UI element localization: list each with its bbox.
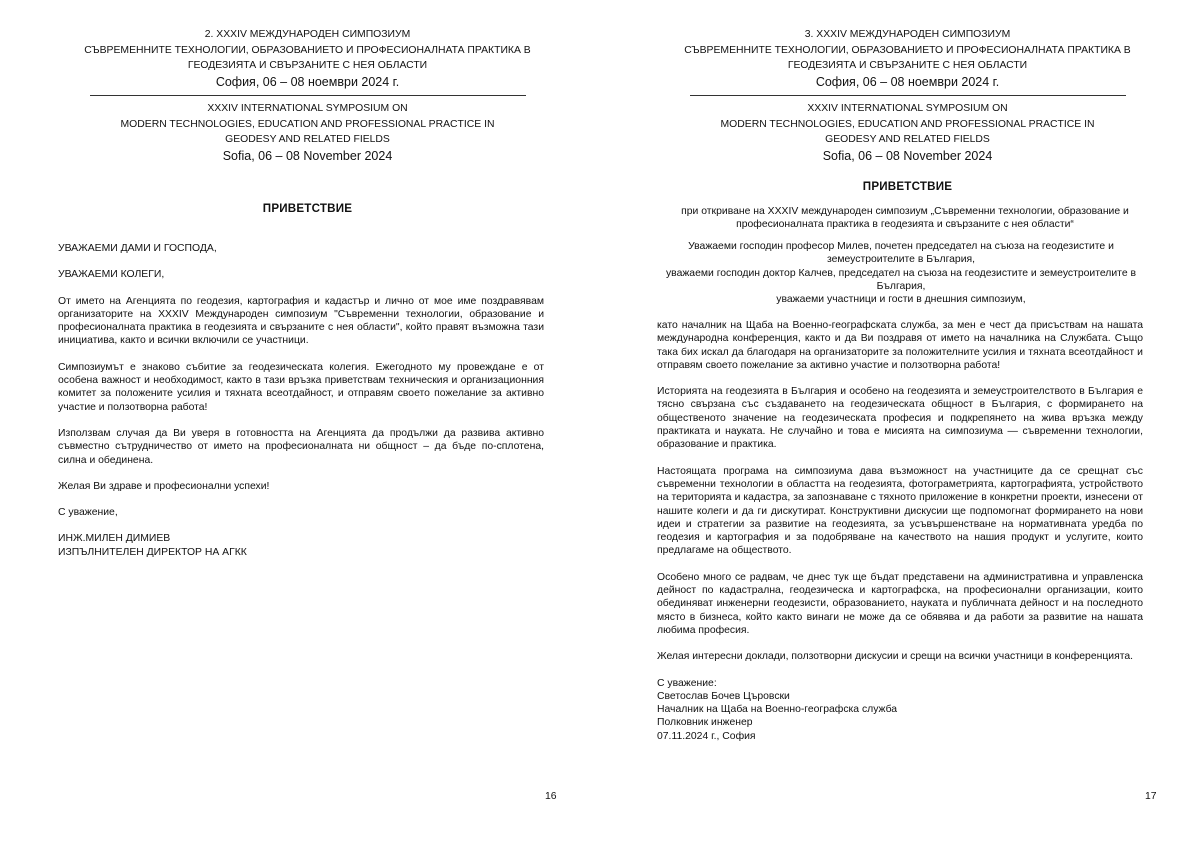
- paragraph: От името на Агенцията по геодезия, картография и кадастър и лично от мое име поздравявам организаторите на XXXIV Международен симпозиум "Съвременни технологии, образование и професионалната практика в геодезията и свързаните с нея области", който правят възможна тази инициатива, както и всички включили се участници.: [58, 295, 544, 347]
- city-date-bg: София, 06 – 08 ноември 2024 г.: [815, 74, 1000, 89]
- salutation: УВАЖАЕМИ ДАМИ И ГОСПОДА,: [58, 243, 217, 254]
- paragraph: Симпозиумът е знаково събитие за геодезическата колегия. Ежегодното му провеждане е от особена важност и необходимост, както в тази връзка приветствам техническия и организационния комитет за положените усилия и тяхната всеотдайност, и отправям своето пожелание за активно участие и ползотворна работа!: [58, 361, 544, 413]
- header-bg-line: ГЕОДЕЗИЯТА И СВЪРЗАНИТЕ С НЕЯ ОБЛАСТИ: [787, 60, 1028, 71]
- header-en-line: XXXIV INTERNATIONAL SYMPOSIUM ON: [807, 103, 1008, 114]
- signature-line: Началник на Щаба на Военно-географска служба: [657, 704, 898, 716]
- city-date-bg: София, 06 – 08 ноември 2024 г.: [215, 74, 400, 89]
- header-bg: [80, 27, 535, 91]
- header-bg-line: ГЕОДЕЗИЯТА И СВЪРЗАНИТЕ С НЕЯ ОБЛАСТИ: [187, 60, 428, 71]
- paragraph: Желая интересни доклади, ползотворни дискусии и срещи на всички участници в конференцията.: [657, 651, 1134, 663]
- addressees: [658, 240, 1144, 306]
- paragraph: като началник на Щаба на Военно-географската служба, за мен е чест да присъствам на нашата международна конференция, както и да Ви поздравя от името на началника на Службата. Също така бих искал да благодаря на организаторите за положителните усилия и тяхната всеотдайност и отправям своето пожелание за активно участие и ползотворна работа!: [657, 320, 1143, 371]
- header-bg-line: 3. XXXIV МЕЖДУНАРОДЕН СИМПОЗИУМ: [804, 29, 1011, 40]
- addressee: Уважаеми господин професор Милев, почетен председател на съюза на геодезистите и земеустроителите в България,: [688, 241, 1114, 266]
- signature-name: ИНЖ.МИЛЕН ДИМИЕВ: [58, 533, 171, 545]
- subtitle: при откриване на XXXIV международен симпозиум „Съвременни технологии, образование и професионалната практика в геодезията и свързаните с нея области“: [681, 206, 1129, 231]
- addressee: уважаеми участници и гости в днешния симпозиум,: [776, 294, 1026, 306]
- header-en-line: MODERN TECHNOLOGIES, EDUCATION AND PROFESSIONAL PRACTICE IN: [120, 118, 495, 130]
- header-divider: [690, 95, 1126, 96]
- header-divider: [90, 95, 526, 96]
- signature-line: Полковник инженер: [657, 717, 753, 729]
- signature-title: ИЗПЪЛНИТЕЛЕН ДИРЕКТОР НА АГКК: [58, 546, 247, 558]
- header-bg-line: 2. XXXIV МЕЖДУНАРОДЕН СИМПОЗИУМ: [204, 29, 411, 40]
- page-number: 16: [545, 791, 557, 802]
- paragraph: Използвам случая да Ви уверя в готовността на Агенцията да продължи да развива активно съвместно сътрудничество от името на професионалната ни общност – да бъде по-сплотена, силна и обединена.: [58, 427, 544, 466]
- right-page: [600, 0, 1200, 849]
- header-bg-line: СЪВРЕМЕННИТЕ ТЕХНОЛОГИИ, ОБРАЗОВАНИЕТО И ПРОФЕСИОНАЛНАТА ПРАКТИКА В: [684, 44, 1131, 56]
- header-bg: [680, 27, 1135, 91]
- header-en: [80, 101, 535, 165]
- addressee: уважаеми господин доктор Калчев, председател на съюза на геодезистите и земеустроителите в България,: [665, 267, 1137, 292]
- letter-body: [58, 242, 544, 559]
- page-number: 17: [1145, 791, 1157, 802]
- closing: С уважение:: [657, 677, 717, 689]
- letter-body: [657, 319, 1143, 743]
- header-en-line: MODERN TECHNOLOGIES, EDUCATION AND PROFESSIONAL PRACTICE IN: [720, 118, 1095, 130]
- paragraph: Настоящата програма на симпозиума дава възможност на участниците да се срещнат със съвременни технологии в областта на геодезията, фотограметрията, картографията, устройството на територията и кадастра, за запознаване с тяхното приложение в конкретни проекти, изнесени от нашите колеги и да ги дискутират. Конструктивни дискусии ще подпомогнат формирането на нови идеи и стратегии за развитие на геодезията, за усъвършенстване на нормативната уредба по геодезия и картография и за подобряване на качеството на нашия продукт и услугите, които предлагаме на обществото.: [657, 465, 1143, 557]
- signature-line: Светослав Бочев Църовски: [657, 690, 790, 702]
- paragraph: Особено много се радвам, че днес тук ще бъдат представени на административна и управленска дейност по кадастрална, геодезическа и картографска, на професионални организации, които обединяват инженерни геодезисти, образованието, науката и публичната дейност и на последното място в бизнеса, който както винаги не може да се обявява и да работи за развитие на нашата любима професия.: [657, 571, 1143, 636]
- paragraph: Историята на геодезията в България и особено на геодезията и земеустроителството в България е тясно свързана със създаването на геодезическата общност в България, с формирането на общественото значение на геодезическата професия и подкрепянето на жива връзка между практиката и науката. Не случайно и това е мисията на симпозиума — съвременни технологии, образование и практика.: [657, 386, 1143, 451]
- header-bg-line: СЪВРЕМЕННИТЕ ТЕХНОЛОГИИ, ОБРАЗОВАНИЕТО И ПРОФЕСИОНАЛНАТА ПРАКТИКА В: [84, 44, 531, 56]
- city-date-en: Sofia, 06 – 08 November 2024: [222, 148, 393, 163]
- salutation: УВАЖАЕМИ КОЛЕГИ,: [58, 269, 165, 281]
- page-title: ПРИВЕТСТВИЕ: [262, 202, 353, 215]
- header-en-line: XXXIV INTERNATIONAL SYMPOSIUM ON: [207, 103, 408, 114]
- signature-line: 07.11.2024 г., София: [657, 730, 756, 742]
- header-en-line: GEODESY AND RELATED FIELDS: [225, 134, 390, 145]
- page-title: ПРИВЕТСТВИЕ: [862, 180, 953, 193]
- header-en: [680, 101, 1135, 165]
- paragraph: Желая Ви здраве и професионални успехи!: [58, 480, 270, 492]
- header-en-line: GEODESY AND RELATED FIELDS: [825, 134, 990, 145]
- city-date-en: Sofia, 06 – 08 November 2024: [822, 148, 993, 163]
- closing: С уважение,: [58, 507, 118, 519]
